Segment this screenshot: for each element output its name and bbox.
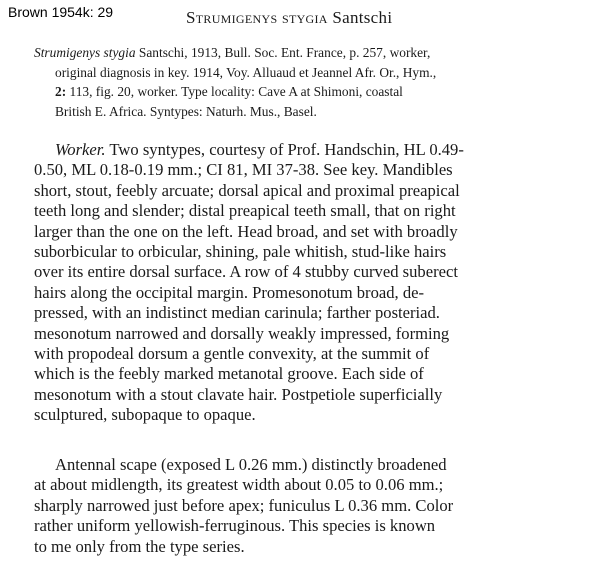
- description-line: to me only from the type series.: [34, 536, 245, 556]
- description-line: which is the feebly marked metanotal groove. Each side of: [34, 364, 424, 384]
- description-line: over its entire dorsal surface. A row of 4 stubby curved suberect: [34, 262, 458, 282]
- description-line: pressed, with an indistinct median carinula; farther posteriad.: [34, 303, 440, 323]
- synonymy-line: [34, 82, 594, 102]
- synonymy-volume: 2:: [55, 84, 67, 99]
- description-text: Two syntypes, courtesy of Prof. Handschin, HL 0.49-: [105, 140, 464, 159]
- description-line: mesonotum narrowed and dorsally weakly impressed, forming: [34, 323, 450, 343]
- synonymy-taxon: Strumigenys stygia: [34, 45, 136, 60]
- synonymy-line: [34, 63, 594, 83]
- synonymy-text: 113, fig. 20, worker. Type locality: Cave A at Shimoni, coastal: [66, 84, 403, 99]
- description-line: hairs along the occipital margin. Promesonotum broad, de-: [34, 282, 425, 302]
- species-title: [186, 8, 392, 28]
- description-line: 0.50, ML 0.18-0.19 mm.; CI 81, MI 37-38. See key. Mandibles: [34, 160, 453, 180]
- species-author: Santschi: [332, 8, 393, 27]
- description-line: sculptured, subopaque to opaque.: [34, 405, 256, 425]
- description-line: larger than the one on the left. Head broad, and set with broadly: [34, 221, 458, 241]
- description-line: Antennal scape (exposed L 0.26 mm.) distinctly broadened: [55, 455, 447, 474]
- synonymy-block: [34, 43, 594, 121]
- description-line: at about midlength, its greatest width about 0.05 to 0.06 mm.;: [34, 475, 444, 495]
- species-name: Strumigenys stygia: [186, 8, 328, 27]
- description-line: sharply narrowed just before apex; funiculus L 0.36 mm. Color: [34, 495, 454, 515]
- synonymy-line: [34, 43, 594, 63]
- synonymy-text: Santschi, 1913, Bull. Soc. Ent. France, p. 257, worker,: [135, 45, 431, 60]
- description-line: short, stout, feebly arcuate; dorsal apical and proximal preapical: [34, 180, 460, 200]
- synonymy-text: British E. Africa. Syntypes: Naturh. Mus., Basel.: [55, 103, 317, 119]
- description-line: rather uniform yellowish-ferruginous. This species is known: [34, 516, 436, 536]
- description-line: [34, 140, 600, 160]
- page-label: Brown 1954k: 29: [8, 4, 114, 20]
- description-paragraph-antenna: [34, 455, 600, 557]
- description-line: teeth long and slender; distal preapical teeth small, that on right: [34, 201, 456, 221]
- synonymy-line: [34, 102, 594, 122]
- description-line: mesonotum with a stout clavate hair. Postpetiole superficially: [34, 384, 443, 404]
- description-line: with propodeal dorsum a gentle convexity, at the summit of: [34, 344, 430, 364]
- description-paragraph-worker: [34, 140, 600, 426]
- caste-label: Worker.: [55, 140, 106, 159]
- synonymy-text: original diagnosis in key. 1914, Voy. Alluaud et Jeannel Afr. Or., Hym.,: [55, 64, 437, 80]
- description-line: suborbicular to orbicular, shining, pale whitish, stud-like hairs: [34, 242, 447, 262]
